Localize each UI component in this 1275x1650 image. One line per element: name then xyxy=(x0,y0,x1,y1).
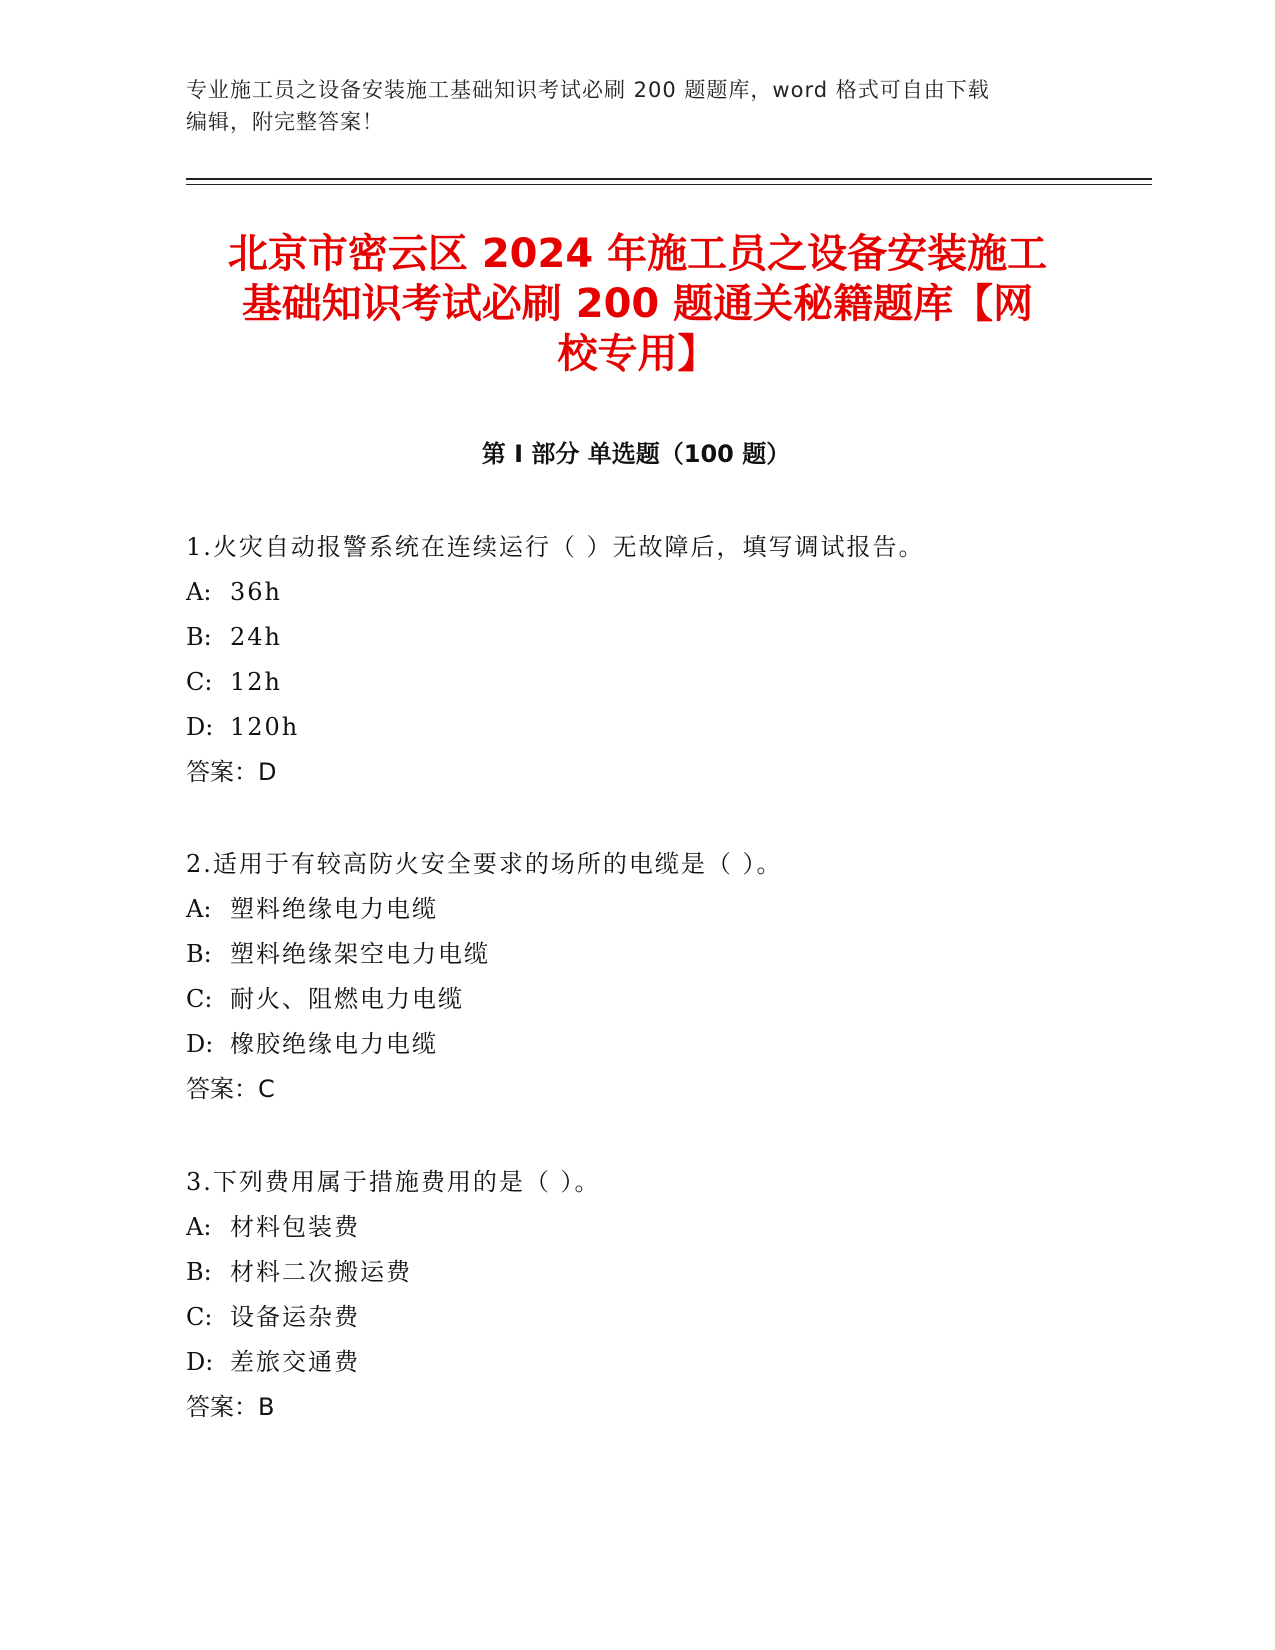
question-stem: 3.下列费用属于措施费用的是（ ）。 xyxy=(186,1168,601,1196)
option-label: A: xyxy=(186,895,212,923)
option-label: A: xyxy=(186,1213,212,1241)
header-note-line-2: 编辑，附完整答案！ xyxy=(186,110,384,134)
question-stem: 1.火灾自动报警系统在连续运行（ ）无故障后，填写调试报告。 xyxy=(186,533,925,561)
option-a xyxy=(186,887,1106,932)
option-label: C: xyxy=(186,668,213,696)
header-rule-thick xyxy=(186,178,1152,180)
title-line-2: 基础知识考试必刷 200 题通关秘籍题库【网 xyxy=(241,281,1034,327)
option-d xyxy=(186,705,1106,750)
question-3 xyxy=(186,1160,1106,1430)
option-text: 塑料绝缘电力电缆 xyxy=(230,895,438,923)
option-label: D: xyxy=(186,713,214,741)
answer: 答案：D xyxy=(186,758,277,786)
title-line-3: 校专用】 xyxy=(557,331,718,377)
option-text: 橡胶绝缘电力电缆 xyxy=(230,1030,438,1058)
option-text: 设备运杂费 xyxy=(230,1303,360,1331)
option-label: B: xyxy=(186,1258,212,1286)
option-text: 塑料绝缘架空电力电缆 xyxy=(230,940,490,968)
option-text: 12h xyxy=(230,668,282,696)
title-line-1: 北京市密云区 2024 年施工员之设备安装施工 xyxy=(227,231,1048,277)
header-rule-thin xyxy=(186,184,1152,185)
option-label: B: xyxy=(186,940,212,968)
option-a xyxy=(186,1205,1106,1250)
option-label: C: xyxy=(186,1303,213,1331)
option-text: 材料二次搬运费 xyxy=(230,1258,412,1286)
option-d xyxy=(186,1022,1106,1067)
option-c xyxy=(186,977,1106,1022)
option-text: 材料包装费 xyxy=(230,1213,360,1241)
option-b xyxy=(186,615,1106,660)
option-label: D: xyxy=(186,1030,214,1058)
question-1 xyxy=(186,525,1106,795)
option-a xyxy=(186,570,1106,615)
option-c xyxy=(186,660,1106,705)
option-label: D: xyxy=(186,1348,214,1376)
option-text: 36h xyxy=(230,578,282,606)
section-title: 第 I 部分 单选题（100 题） xyxy=(481,440,791,468)
option-text: 24h xyxy=(230,623,282,651)
option-b xyxy=(186,932,1106,977)
header-note-line-1: 专业施工员之设备安装施工基础知识考试必刷 200 题题库，word 格式可自由下载 xyxy=(186,78,990,102)
option-label: C: xyxy=(186,985,213,1013)
document-title xyxy=(180,229,1095,379)
option-c xyxy=(186,1295,1106,1340)
answer: 答案：C xyxy=(186,1075,275,1103)
option-d xyxy=(186,1340,1106,1385)
answer: 答案：B xyxy=(186,1393,275,1421)
option-label: A: xyxy=(186,578,212,606)
header-note xyxy=(186,74,1066,138)
option-label: B: xyxy=(186,623,212,651)
option-text: 120h xyxy=(230,713,300,741)
option-text: 差旅交通费 xyxy=(230,1348,360,1376)
question-stem: 2.适用于有较高防火安全要求的场所的电缆是（ ）。 xyxy=(186,850,783,878)
option-text: 耐火、阻燃电力电缆 xyxy=(230,985,464,1013)
option-b xyxy=(186,1250,1106,1295)
question-2 xyxy=(186,842,1106,1112)
